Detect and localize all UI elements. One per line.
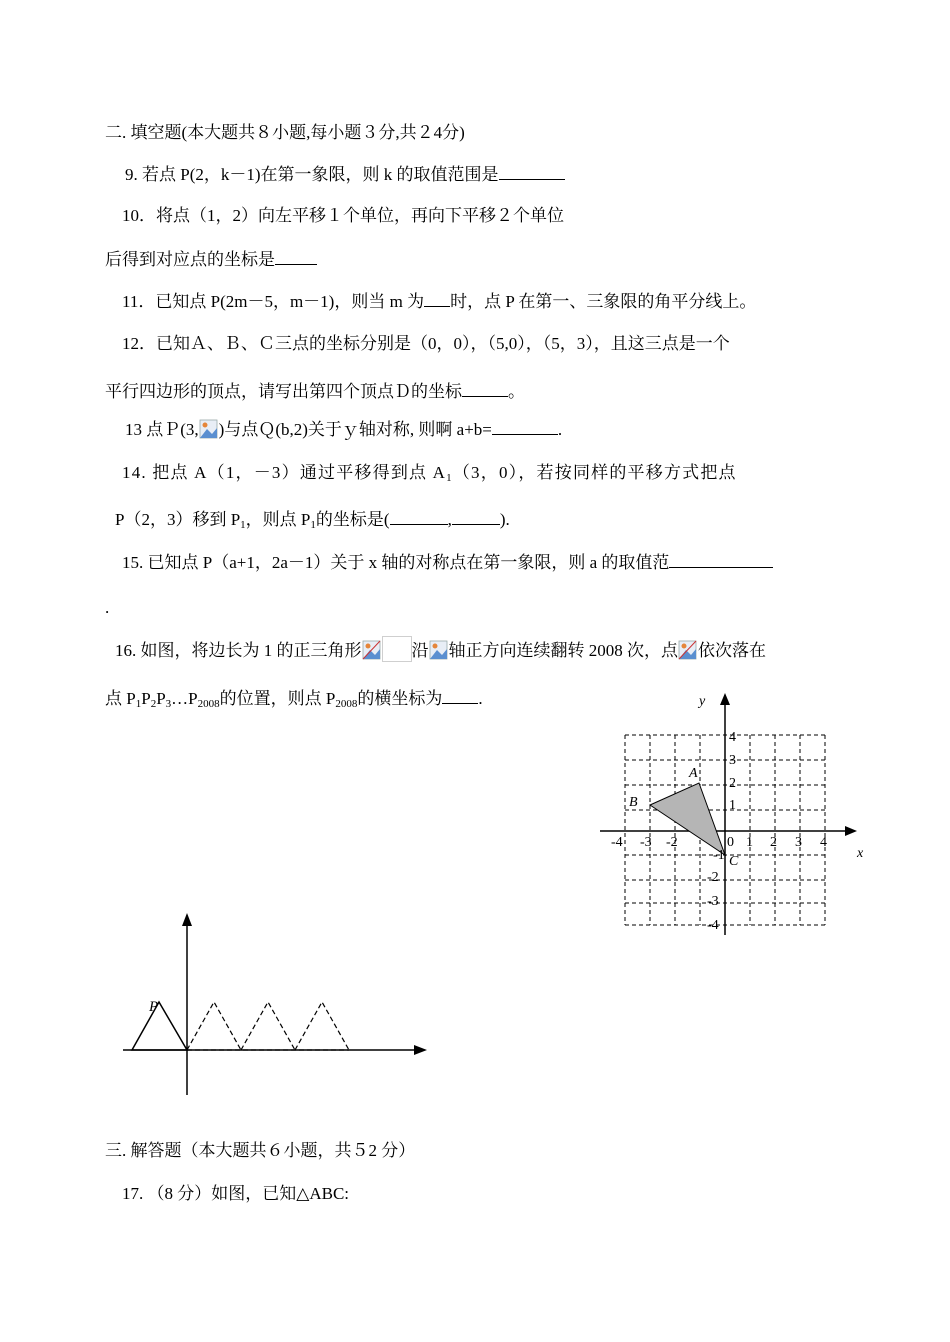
y-tick-neg2: -2	[707, 870, 719, 885]
origin-label: 0	[727, 835, 734, 850]
q16-a: 16. 如图，将边长为 1 的正三角形	[115, 641, 362, 660]
q15-text: 15. 已知点 P（a+1，2a－1）关于 x 轴的对称点在第一象限，则 a 的取值范	[122, 553, 670, 572]
q16-s4: 2008	[197, 698, 220, 710]
q16-p3: P	[156, 689, 166, 708]
question-12-line1: 12．已知Ａ、Ｂ、Ｃ三点的坐标分别是（0，0），（5,0），（5，3），且这三点是一个	[122, 334, 730, 353]
triangle-abc	[650, 783, 725, 855]
point-a-label: A	[689, 766, 698, 781]
q12-end: 。	[508, 382, 525, 401]
x-tick-3: 3	[795, 835, 802, 850]
q14-answer-blank-x[interactable]	[390, 508, 448, 525]
q16-s2: 2	[150, 698, 157, 710]
solid-triangle	[132, 1002, 187, 1050]
q14-line1: 14. 把点 A（1，－3）通过平移得到点 A	[122, 463, 447, 482]
q15-answer-blank[interactable]	[669, 551, 773, 568]
q14-comma: ,	[447, 510, 452, 529]
q12-answer-blank[interactable]	[462, 380, 508, 397]
coordinate-grid-figure	[595, 685, 875, 945]
point-p-label: P	[149, 999, 159, 1015]
flip-x-arrow-icon	[414, 1045, 427, 1055]
y-tick-3: 3	[729, 753, 736, 768]
q14-answer-blank-y[interactable]	[452, 508, 500, 525]
q10-answer-blank[interactable]	[275, 248, 317, 265]
x-tick-2: 2	[770, 835, 777, 850]
section2-heading: 二. 填空题(本大题共８小题,每小题３分,共２4分)	[105, 123, 465, 142]
q16-dots: …P	[171, 689, 198, 708]
x-axis-arrow-icon	[845, 826, 857, 836]
question-17: 17. （8 分）如图，已知△ABC:	[122, 1184, 350, 1203]
q13-mid: )与点Ｑ(b,2)关于ｙ轴对称, 则啊 a+b=	[218, 420, 492, 439]
q16-end: .	[478, 689, 483, 708]
question-10-line1: 10．将点（1，2）向左平移１个单位，再向下平移２个单位	[122, 206, 564, 225]
x-axis-label: x	[857, 846, 864, 861]
q11-pre: 11．已知点 P(2m－5，m－1)，则当 m 为	[122, 292, 425, 311]
q14-sub1: 1	[446, 472, 453, 484]
image-frame	[382, 636, 412, 662]
q9-text: 9. 若点 P(2，k－1)在第一象限，则 k 的取值范围是	[125, 165, 499, 184]
y-tick-2: 2	[729, 776, 736, 791]
x-tick-neg3: -3	[640, 835, 652, 850]
q12-text: 平行四边形的顶点，请写出第四个顶点Ｄ的坐标	[105, 382, 462, 401]
q16-s3: 3	[165, 698, 172, 710]
y-tick-1: 1	[729, 798, 736, 813]
section3-heading: 三. 解答题（本大题共６小题，共５2 分）	[105, 1141, 416, 1160]
q14-sub2: 1	[240, 519, 246, 531]
x-tick-neg2: -2	[666, 835, 678, 850]
q14-line2c: 的坐标是(	[315, 510, 390, 529]
y-tick-neg3: -3	[707, 894, 719, 909]
q16-p2: P	[141, 689, 151, 708]
y-tick-4: 4	[729, 730, 736, 745]
x-tick-1: 1	[746, 835, 753, 850]
y-tick-neg4: -4	[707, 918, 719, 933]
q16-line2b: 的位置，则点 P	[219, 689, 336, 708]
triangle-flip-figure	[115, 905, 445, 1100]
image-placeholder-icon	[199, 418, 219, 440]
image-placeholder-icon	[362, 639, 382, 661]
q11-answer-blank[interactable]	[424, 290, 450, 307]
question-15	[122, 551, 773, 574]
question-16-line1	[115, 636, 766, 662]
question-13	[125, 418, 562, 441]
question-14-line2	[115, 508, 510, 531]
question-12-line2	[105, 380, 525, 403]
q11-post: 时，点 P 在第一、三象限的角平分线上。	[450, 292, 757, 311]
q14-line1b: （3，0），若按同样的平移方式把点	[452, 463, 737, 482]
question-16-line2	[105, 687, 483, 710]
q14-end: ).	[499, 510, 510, 529]
q14-sub3: 1	[310, 519, 316, 531]
question-9	[125, 163, 565, 186]
point-b-label: B	[629, 795, 638, 810]
q16-d: 依次落在	[698, 641, 766, 660]
q14-line2a: P（2，3）移到 P	[115, 510, 241, 529]
image-placeholder-icon	[678, 639, 698, 661]
q16-line2a: 点 P	[105, 689, 136, 708]
dashed-triangles	[187, 1002, 349, 1050]
q13-end: .	[557, 420, 563, 439]
point-c-label: C	[729, 854, 739, 869]
q14-line2b: ，则点 P	[245, 510, 311, 529]
q16-answer-blank[interactable]	[442, 687, 478, 704]
y-axis-label: y	[699, 694, 706, 709]
question-11	[122, 290, 756, 313]
q16-s5: 2008	[335, 698, 358, 710]
y-axis-arrow-icon	[720, 693, 730, 705]
q13-answer-blank[interactable]	[492, 418, 558, 435]
x-tick-neg4: -4	[611, 835, 623, 850]
q10-text: 后得到对应点的坐标是	[105, 250, 275, 269]
x-tick-4: 4	[820, 835, 827, 850]
q16-line2c: 的横坐标为	[357, 689, 443, 708]
q13-pre: 13 点Ｐ(3,	[125, 420, 199, 439]
q16-b: 沿	[411, 641, 429, 660]
q16-c: 轴正方向连续翻转 2008 次，点	[448, 641, 678, 660]
question-14-line1	[122, 462, 737, 484]
image-placeholder-icon	[429, 639, 449, 661]
q9-answer-blank[interactable]	[499, 163, 565, 180]
q16-s1: 1	[135, 698, 142, 710]
question-10-line2	[105, 248, 317, 271]
question-15-dot: .	[105, 598, 110, 617]
x-tick-neg1: -1	[713, 848, 725, 863]
flip-y-arrow-icon	[182, 913, 192, 926]
